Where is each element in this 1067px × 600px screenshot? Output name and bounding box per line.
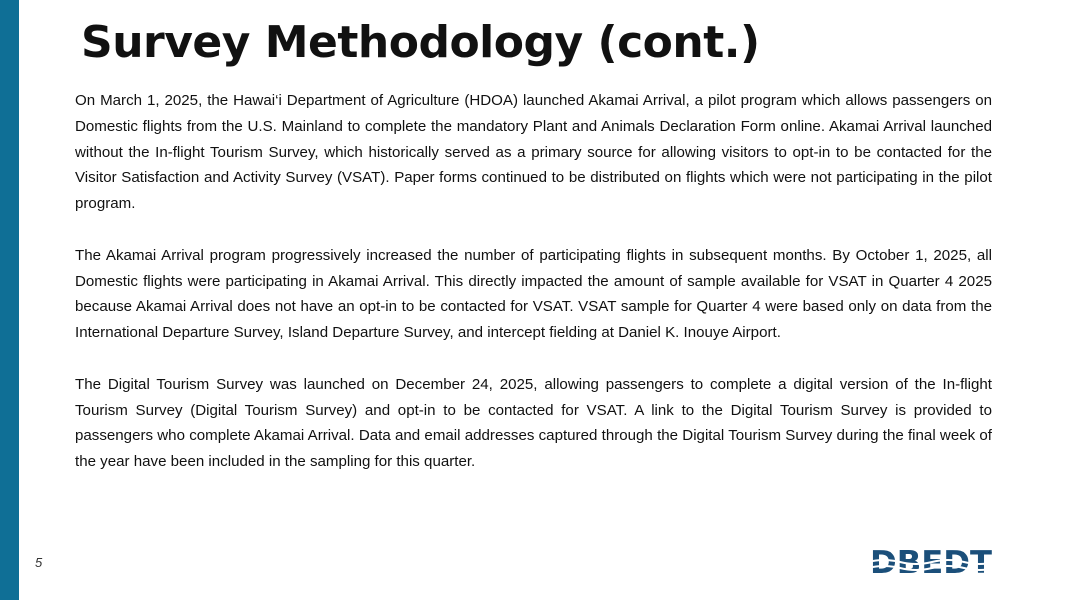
paragraph-akamai-expansion: The Akamai Arrival program progressively increased the number of participating flights in subsequent months. By October 1, 2025, all Domestic flights were participating in Akamai Arrival. This directly impacted the amount of sample available for VSAT in Quarter 4 2025 because Akamai Arrival does not have an opt-in to be contacted for VSAT. VSAT sample for Quarter 4 were based only on data from the International Departure Survey, Island Departure Survey, and intercept fielding at Daniel K. Inouye Airport. bbox=[75, 246, 992, 342]
slide-title: Survey Methodology (cont.) bbox=[81, 17, 760, 68]
dbedt-logo bbox=[868, 545, 994, 579]
page-number: 5 bbox=[35, 555, 43, 570]
paragraph-digital-tourism-survey: The Digital Tourism Survey was launched on December 24, 2025, allowing passengers to complete a digital version of the In-flight Tourism Survey (Digital Tourism Survey) and opt-in to be contacted for VSAT. A link to the Digital Tourism Survey is provided to passengers who complete Akamai Arrival. Data and email addresses captured through the Digital Tourism Survey during the final week of the year have been included in the sampling for this quarter. bbox=[75, 375, 992, 471]
left-accent-bar bbox=[0, 0, 19, 600]
dbedt-logo-text: DBEDT bbox=[870, 545, 992, 579]
paragraph-akamai-launch: On March 1, 2025, the Hawai‘i Department of Agriculture (HDOA) launched Akamai Arrival, a pilot program which allows passengers on Domestic flights from the U.S. Mainland to complete the mandatory Plant and Animals Declaration Form online. Akamai Arrival launched without the In-flight Tourism Survey, which historically served as a primary source for allowing visitors to opt-in to be contacted for the Visitor Satisfaction and Activity Survey (VSAT). Paper forms continued to be distributed on flights which were not participating in the pilot program. bbox=[75, 92, 992, 213]
slide-body bbox=[75, 88, 992, 501]
